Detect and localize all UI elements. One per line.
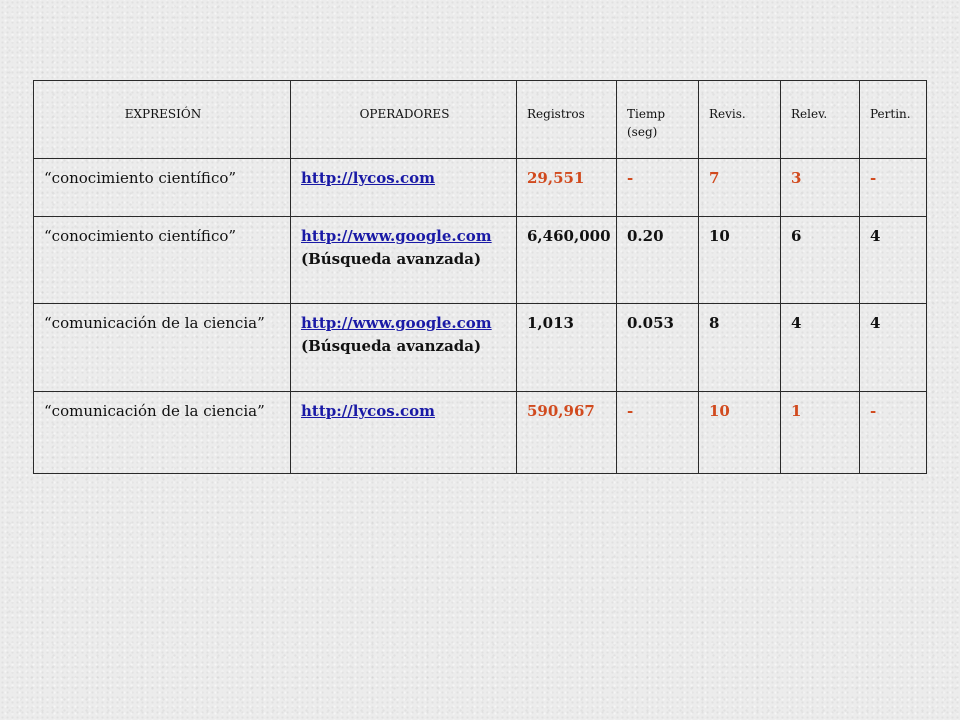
cell-registros: 29,551 [517,159,617,217]
cell-operador [291,304,517,392]
header-expresion: EXPRESIÓN [34,81,291,159]
cell-revis: 7 [699,159,781,217]
header-operadores: OPERADORES [291,81,517,159]
cell-pertin: 4 [860,217,927,304]
header-registros: Registros [517,81,617,159]
cell-registros: 6,460,000 [517,217,617,304]
cell-registros: 1,013 [517,304,617,392]
header-relev: Relev. [781,81,860,159]
cell-relev: 6 [781,217,860,304]
operador-note: (Búsqueda avanzada) [301,337,482,356]
results-table [33,80,927,474]
cell-pertin: 4 [860,304,927,392]
table-row [34,392,927,474]
cell-relev: 4 [781,304,860,392]
cell-operador [291,392,517,474]
header-tiempo: Tiemp (seg) [617,81,699,159]
cell-revis: 8 [699,304,781,392]
operador-link[interactable]: http://www.google.com [301,314,492,332]
table-row [34,159,927,217]
cell-revis: 10 [699,217,781,304]
operador-link[interactable]: http://www.google.com [301,227,492,245]
cell-tiempo: 0.053 [617,304,699,392]
cell-revis: 10 [699,392,781,474]
cell-expresion: “comunicación de la ciencia” [34,304,291,392]
header-revis: Revis. [699,81,781,159]
table-row [34,304,927,392]
cell-tiempo: 0.20 [617,217,699,304]
table-header-row [34,81,927,159]
cell-relev: 1 [781,392,860,474]
operador-note: (Búsqueda avanzada) [301,250,482,269]
cell-expresion: “conocimiento científico” [34,217,291,304]
operador-link[interactable]: http://lycos.com [301,402,435,420]
cell-operador [291,217,517,304]
cell-expresion: “conocimiento científico” [34,159,291,217]
table-row [34,217,927,304]
cell-relev: 3 [781,159,860,217]
cell-pertin: - [860,392,927,474]
cell-registros: 590,967 [517,392,617,474]
operador-link[interactable]: http://lycos.com [301,169,435,187]
cell-expresion: “comunicación de la ciencia” [34,392,291,474]
cell-operador [291,159,517,217]
header-pertin: Pertin. [860,81,927,159]
cell-pertin: - [860,159,927,217]
cell-tiempo: - [617,159,699,217]
cell-tiempo: - [617,392,699,474]
